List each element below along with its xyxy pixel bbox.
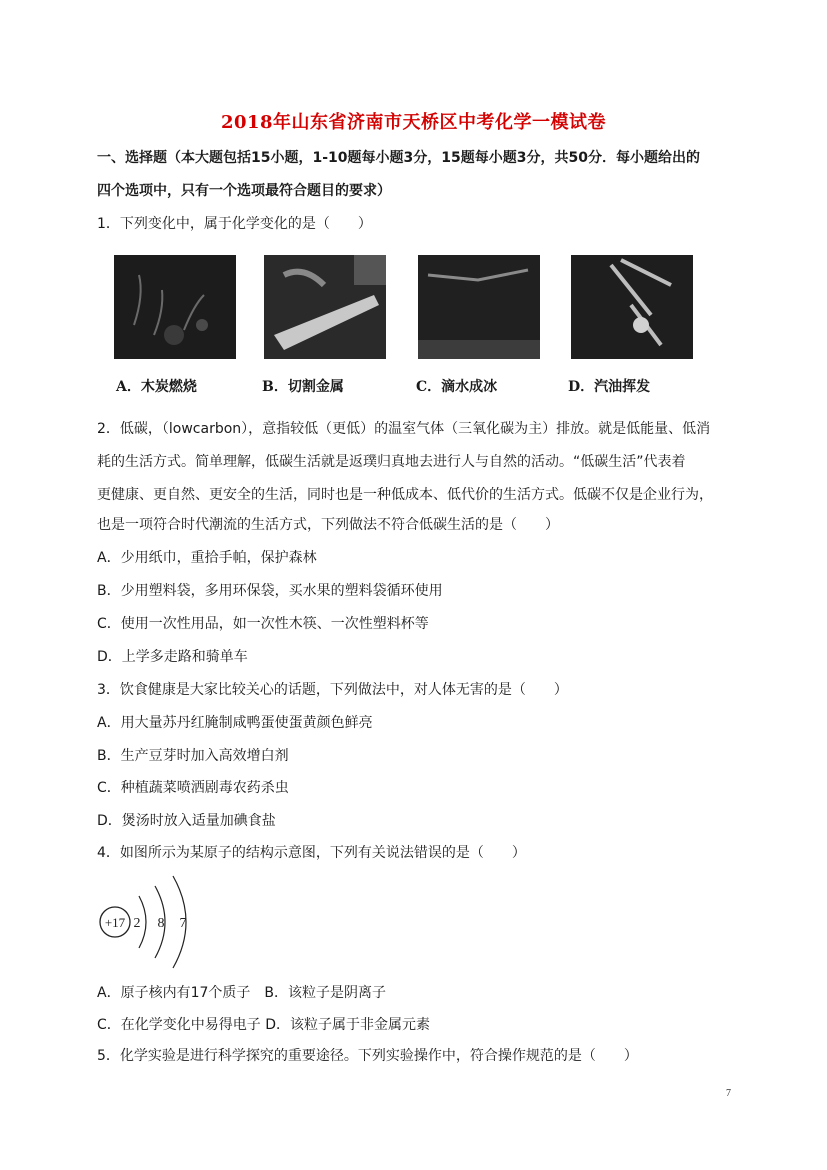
q4-options-line2: C．在化学变化中易得电子 D．该粒子属于非金属元素 [97,1017,431,1033]
q3-option-a: A．用大量苏丹红腌制咸鸭蛋使蛋黄颜色鲜亮 [97,715,373,731]
shell-electrons-1: 2 [133,916,141,931]
page-title: 2018年山东省济南市天桥区中考化学一模试卷 [220,112,607,133]
q1-caption-d: D．汽油挥发 [568,379,651,395]
page-number: 7 [726,1088,731,1099]
q2-stem-line3: 更健康、更自然、更安全的生活，同时也是一种低成本、低代价的生活方式。低碳不仅是企业行为， [97,487,713,503]
shell-electrons-2: 8 [157,916,165,931]
q2-option-a: A．少用纸巾，重拾手帕，保护森林 [97,550,317,566]
q2-stem-line2: 耗的生活方式。简单理解，低碳生活就是返璞归真地去进行人与自然的活动。“低碳生活”代表着 [97,454,686,470]
q1-caption-c: C．滴水成冰 [416,379,498,395]
q2-option-b: B．少用塑料袋，多用环保袋，买水果的塑料袋循环使用 [97,583,443,599]
section-header-line1: 一、选择题（本大题包括15小题，1-10题每小题3分，15题每小题3分，共50分．每小题给出的 [97,150,700,166]
atomic-structure-diagram [97,870,207,970]
shell-electrons-3: 7 [179,916,187,931]
water-freezing-photo [418,255,540,359]
q1-image-options [110,255,710,405]
nucleus-charge: +17 [104,915,126,930]
q2-stem-line4: 也是一项符合时代潮流的生活方式，下列做法不符合低碳生活的是（ ） [97,517,559,533]
q3-option-b: B．生产豆芽时加入高效增白剂 [97,748,289,764]
q2-option-c: C．使用一次性用品，如一次性木筷、一次性塑料杯等 [97,616,429,632]
q2-option-d: D．上学多走路和骑单车 [97,649,248,665]
q3-stem: 3．饮食健康是大家比较关心的话题，下列做法中，对人体无害的是（ ） [97,682,568,698]
charcoal-burning-photo [114,255,236,359]
q1-stem: 1．下列变化中，属于化学变化的是（ ） [97,216,372,232]
q3-option-d: D．煲汤时放入适量加碘食盐 [97,813,276,829]
q1-caption-b: B．切割金属 [262,379,344,395]
q1-caption-a: A．木炭燃烧 [116,379,197,395]
metal-cutting-photo [264,255,386,359]
q4-options-line1: A．原子核内有17个质子 B．该粒子是阴离子 [97,985,386,1001]
q4-stem: 4．如图所示为某原子的结构示意图，下列有关说法错误的是（ ） [97,845,526,861]
q3-option-c: C．种植蔬菜喷洒剧毒农药杀虫 [97,780,289,796]
q5-stem: 5．化学实验是进行科学探究的重要途径。下列实验操作中，符合操作规范的是（ ） [97,1048,638,1064]
q2-stem-line1: 2．低碳，（lowcarbon），意指较低（更低）的温室气体（三氧化碳为主）排放。就是低能量、低消 [97,421,711,437]
section-header-line2: 四个选项中，只有一个选项最符合题目的要求） [97,183,391,199]
gasoline-volatilizing-photo [571,255,693,359]
